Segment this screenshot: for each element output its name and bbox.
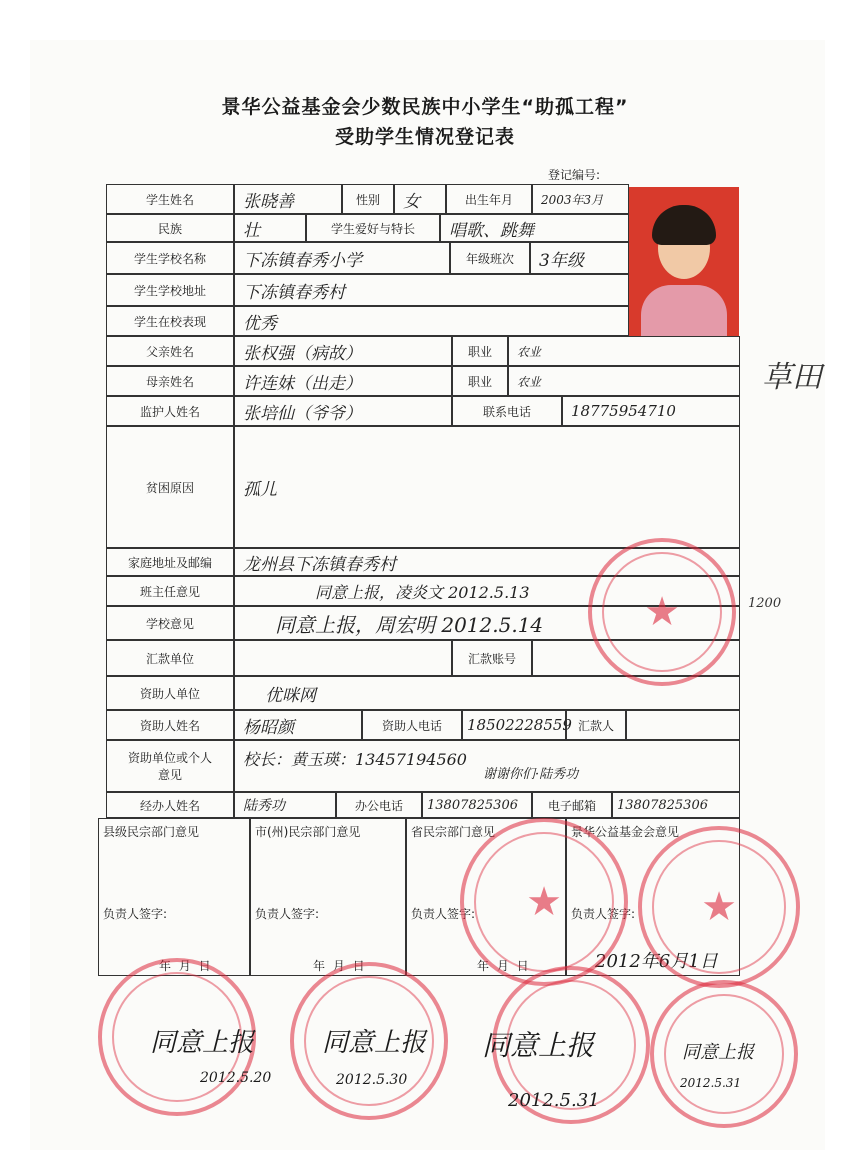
city-date-handwritten: 2012.5.30: [336, 1072, 408, 1088]
value-remitter[interactable]: [626, 710, 740, 740]
student-photo: [629, 187, 739, 337]
label-home-address: 家庭地址及邮编: [106, 548, 234, 576]
label-sponsor-name: 资助人姓名: [106, 710, 234, 740]
label-remitter: 汇款人: [566, 710, 626, 740]
label-ethnicity: 民族: [106, 214, 234, 242]
value-gender[interactable]: 女: [394, 184, 446, 214]
school-seal-stamp: [588, 538, 736, 686]
label-county-signer: 负责人签字:: [103, 907, 168, 921]
seal-star-icon: ★: [701, 884, 737, 930]
label-office-phone: 办公电话: [336, 792, 422, 818]
label-father: 父亲姓名: [106, 336, 234, 366]
province-approval-handwritten: 同意上报: [482, 1029, 595, 1062]
label-province-opinion: 省民宗部门意见: [411, 825, 496, 839]
value-guardian[interactable]: 张培仙（爷爷）: [234, 396, 452, 426]
value-school-name[interactable]: 下冻镇春秀小学: [234, 242, 450, 274]
label-foundation-signer: 负责人签字:: [571, 907, 636, 921]
label-city-date: 年 月 日: [313, 959, 367, 973]
value-school-address[interactable]: 下冻镇春秀村: [234, 274, 629, 306]
label-teacher-opinion: 班主任意见: [106, 576, 234, 606]
value-teacher-opinion[interactable]: 同意上报，凌炎文 2012.5.13: [234, 576, 740, 606]
value-ethnicity[interactable]: 壮: [234, 214, 306, 242]
label-school-address: 学生学校地址: [106, 274, 234, 306]
value-sponsor-phone[interactable]: 18502228559: [462, 710, 566, 740]
value-father-occupation[interactable]: 农业: [508, 336, 740, 366]
value-email[interactable]: 13807825306: [612, 792, 740, 818]
section-city-opinion[interactable]: [250, 818, 406, 976]
label-mother-occupation: 职业: [452, 366, 508, 396]
margin-number: 1200: [748, 596, 782, 611]
label-city-signer: 负责人签字:: [255, 907, 320, 921]
label-gender: 性别: [342, 184, 394, 214]
label-phone: 联系电话: [452, 396, 562, 426]
label-province-signer: 负责人签字:: [411, 907, 476, 921]
label-remit-account: 汇款账号: [452, 640, 532, 676]
value-sponsor-unit[interactable]: 优咪网: [234, 676, 740, 710]
value-hobby[interactable]: 唱歌、跳舞: [440, 214, 629, 242]
value-father[interactable]: 张权强（病故）: [234, 336, 452, 366]
margin-note-right: 草田: [762, 360, 822, 395]
value-phone[interactable]: 18775954710: [562, 396, 740, 426]
value-grade[interactable]: 3年级: [530, 242, 629, 274]
foundation-date-handwritten: 2012年6月1日: [595, 951, 718, 972]
value-performance[interactable]: 优秀: [234, 306, 629, 336]
value-remit-unit[interactable]: [234, 640, 452, 676]
label-father-occupation: 职业: [452, 336, 508, 366]
value-handler[interactable]: 陆秀功: [234, 792, 336, 818]
label-performance: 学生在校表现: [106, 306, 234, 336]
city-approval-handwritten: 同意上报: [322, 1028, 427, 1058]
label-sponsor-unit: 资助人单位: [106, 676, 234, 710]
label-school-name: 学生学校名称: [106, 242, 234, 274]
label-sponsor-opinion: [106, 740, 234, 792]
label-guardian: 监护人姓名: [106, 396, 234, 426]
registration-number-label: 登记编号:: [548, 168, 601, 182]
seal-star-icon: ★: [644, 589, 680, 635]
label-county-date: 年 月 日: [159, 959, 213, 973]
label-county-opinion: 县级民宗部门意见: [103, 825, 200, 839]
label-birth: 出生年月: [446, 184, 532, 214]
label-student-name: 学生姓名: [106, 184, 234, 214]
label-poverty-reason: 贫困原因: [106, 426, 234, 548]
label-sponsor-opinion-line1: 资助单位或个人: [127, 751, 212, 765]
value-birth[interactable]: 2003年3月: [532, 184, 629, 214]
value-sponsor-opinion[interactable]: [234, 740, 740, 792]
label-sponsor-phone: 资助人电话: [362, 710, 462, 740]
section-county-opinion[interactable]: [98, 818, 250, 976]
form-title-line1: 景华公益基金会少数民族中小学生“助孤工程”: [221, 96, 629, 118]
label-city-opinion: 市(州)民宗部门意见: [255, 825, 361, 839]
foundation-seal-stamp: [460, 818, 628, 986]
label-province-date: 年 月 日: [477, 959, 531, 973]
label-foundation-opinion: 景华公益基金会意见: [571, 825, 680, 839]
foundation-small-date-handwritten: 2012.5.31: [680, 1076, 742, 1090]
label-grade: 年级班次: [450, 242, 530, 274]
label-handler: 经办人姓名: [106, 792, 234, 818]
form-title-line2: 受助学生情况登记表: [334, 126, 515, 148]
label-remit-unit: 汇款单位: [106, 640, 234, 676]
value-poverty-reason[interactable]: 孤儿: [234, 426, 740, 548]
province-date-handwritten: 2012.5.31: [508, 1090, 600, 1111]
value-sponsor-name[interactable]: 杨昭颜: [234, 710, 362, 740]
value-office-phone[interactable]: 13807825306: [422, 792, 532, 818]
county-approval-handwritten: 同意上报: [150, 1028, 255, 1058]
seal-star-icon: ★: [526, 879, 562, 925]
value-school-opinion[interactable]: 同意上报，周宏明 2012.5.14: [234, 606, 740, 640]
label-email: 电子邮箱: [532, 792, 612, 818]
value-sponsor-opinion-line1: 校长：黄玉瑛：13457194560: [243, 750, 467, 769]
county-date-handwritten: 2012.5.20: [200, 1070, 272, 1086]
label-sponsor-opinion-line2: 意见: [157, 768, 182, 782]
value-mother-occupation[interactable]: 农业: [508, 366, 740, 396]
value-student-name[interactable]: 张晓善: [234, 184, 342, 214]
value-home-address[interactable]: 龙州县下冻镇春秀村: [234, 548, 740, 576]
value-sponsor-opinion-line2: 谢谢你们·陆秀功: [482, 767, 579, 782]
label-mother: 母亲姓名: [106, 366, 234, 396]
label-hobby: 学生爱好与特长: [306, 214, 440, 242]
foundation-approval-handwritten: 同意上报: [682, 1042, 754, 1063]
value-mother[interactable]: 许连妹（出走）: [234, 366, 452, 396]
label-school-opinion: 学校意见: [106, 606, 234, 640]
association-seal-stamp: [638, 826, 800, 988]
